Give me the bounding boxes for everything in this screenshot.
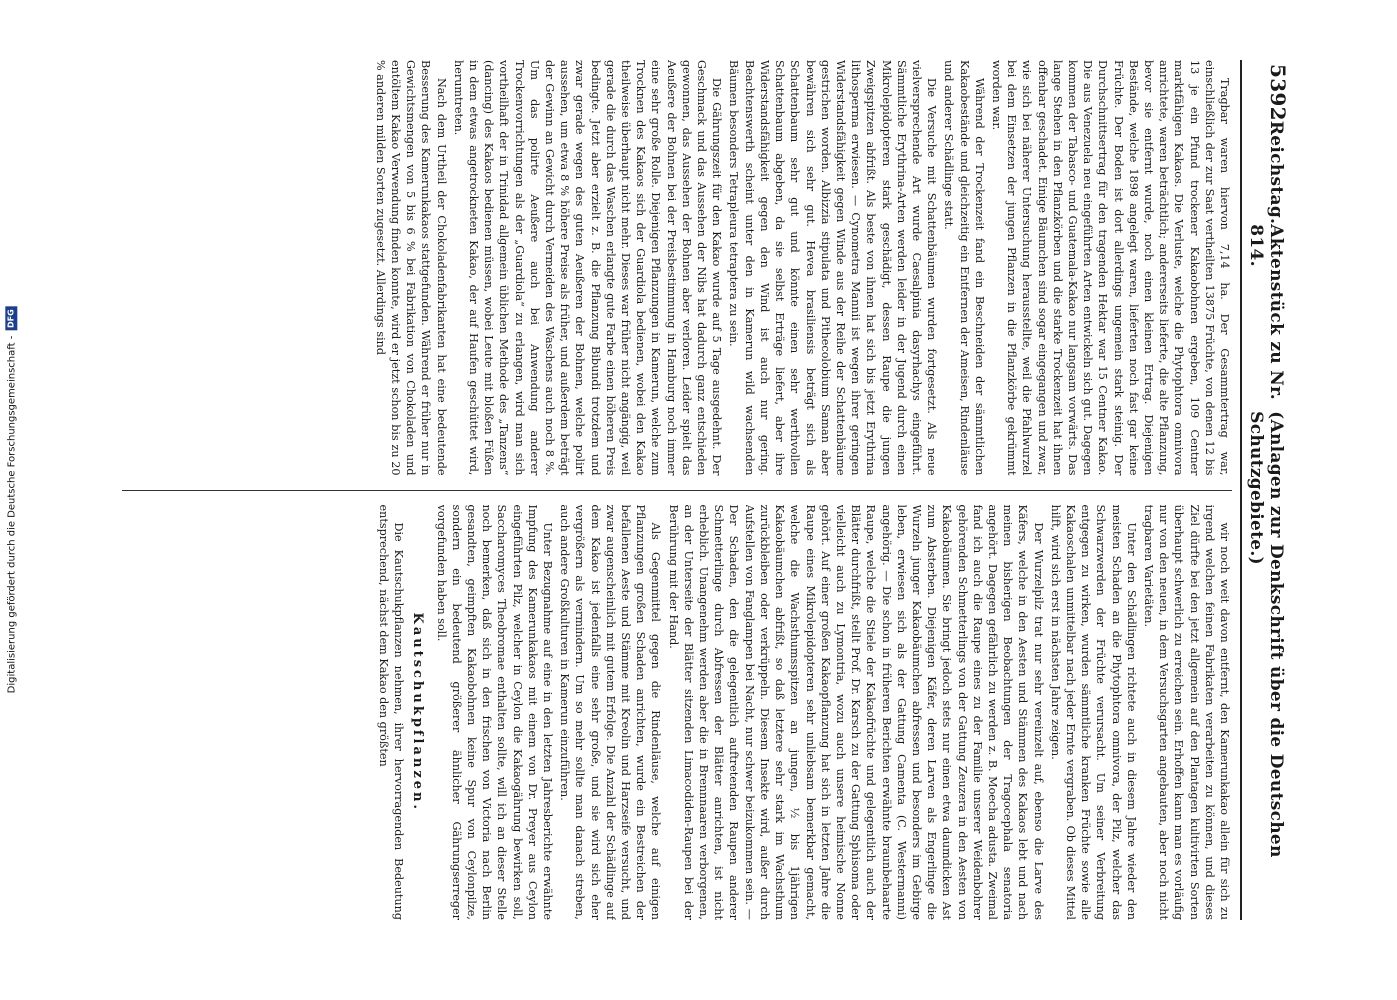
paragraph: Die Versuche mit Schattenbäumen wurden fortgesetzt. Als neue vielversprechende Art wurde Caesalpinia dasyrhachys eingeführt. Sämmtliche Erythrina-Arten werden leider in der Jugend durch einen Mikrolepidopteren stark geschädigt, dessen Raupe die jungen Zweigspitzen abfrißt. Als beste von ihnen hat sich bis jetzt Erythrina lithosperma erwiesen. — Cynometra Mannii ist wegen ihrer geringen Widerstandsfähigkeit gegen Winde aus der Reihe der Schattenbäume gestrichen worden. Albizzia stipulata und Pithecolobium Saman aber bewähren sich sehr gut. Hevea brasiliensis beträgt sich als Schattenbaum sehr gut und könnte einen sehr werthvollen Schattenbaum abgeben, da sie selbst Erträge liefert, aber ihre Widerstandsfähigkeit gegen den Wind ist auch nur gering. Beachtenswerth scheint unter den in Kamerun wild wachsenden Bäumen besonders Tetrapleura tetraptera zu sein. [727, 60, 939, 476]
paragraph: wir noch weit davon entfernt, den Kamerunkakao allein für sich zu irgend welchen feinen Fabrikaten verarbeiten zu können, und dieses Ziel dürfte bei den jetzt allgemein auf den Plantagen kultivirten Sorten überhaupt schwerlich zu erreichen sein. Erhoffen kann man es vorläufig nur von den neuen, in dem Versuchsgarten angebauten, aber noch nicht tragbaren Varietäten. [1141, 504, 1231, 920]
paragraph: Unter Bezugnahme auf eine in den letzten Jahresberichte erwähnte Impfung des Kamerunkakaos mit einem von Dr. Preyer aus Ceylon eingeführten Pilz, welcher in Ceylon die Kakaogährung bewirken soll, Saccharomyces Theobromae enthalten sollte, will ich an dieser Stelle noch bemerken, daß sich in den frischen von Victoria nach Berlin gesandten, geimpften Kakaobohnen keine Spur von Ceylonpilze, sondern ein bedeutend größerer ähnlicher Gährungserreger vorgefunden haben soll. [434, 504, 555, 920]
paragraph: Als Gegenmittel gegen die Rindenläuse, welche auf einigen Pflanzungen großen Schaden anrichten, wurde ein Bestreichen der befallenen Aeste und Stämme mit Kreolin und Harzseife versucht, und zwar augenscheinlich mit gutem Erfolge. Die Anzahl der Schädlinge auf dem Kakao ist jedenfalls eine sehr große, und sie wird sich eher vergrößern als vermindern. Um so mehr sollte man danach streben, auch andere Großkulturen in Kamerun einzuführen. [558, 504, 663, 920]
running-header [1240, 60, 1290, 920]
digitization-credit [0, 0, 22, 1000]
credit-text: Digitalisierung gefördert durch die Deutsche Forschungsgemeinschaft - [5, 335, 17, 694]
header-left: Reichstag. [1266, 120, 1286, 225]
paragraph: Der Wurzelpilz trat nur sehr vereinzelt auf, ebenso die Larve des Käfers, welche in den Aesten und Stämmen des Kakaos lebt und nach meinen bisherigen Beobachtungen der Tragocephala senatoria angehört. Dagegen gefährlich zu werden z. B. Moecha adusta. Zweimal fand ich auch die Raupe eines zu der Familie unserer Weidenbohrer gehörenden Schmetterlings von der Gattung Zeuzera in den Aesten von Kakaobäumen. Sie bringt jedoch stets nur einen etwa daumdicken Ast zum Absterben. Diejenigen Käfer, deren Larven als Engerlinge die Wurzeln junger Kakaobäumchen abfressen und besonders im Gebirge leben, erwiesen sich als der Gattung Camenta (C. Westermanni) angehörig. — Die schon in früheren Berichten erwähnte braunbehaarte Raupe, welche die Stiele der Kakaofrüchte und gelegentlich auch der Blätter durchfrißt, stellt Prof. Dr. Karsch zu der Gattung Sphisoma oder vielleicht auch zu Lymontria, wozu auch unsere heimische Nonne gehört. Auf einer großen Kakaopflanzung hat sich in letzten Jahre die Raupe eines Mikrolepidopteren sehr unliebsam bemerkbar gemacht, welche die Wachsthumsspitzen an jungen, ½ bis 1jährigen Kakaobäumchen abfrißt, so daß letztere sehr stark im Wachsthum zurückbleiben oder verkrüppeln. Diesem Insekte wird, außer durch Aufstellen von Fanglampen bei Nacht, nur schwer beizukommen sein. — Der Schaden, den die gelegentlich auftretenden Raupen anderer Schmetterlinge durch Abfressen der Blätter anrichten, ist nicht erheblich. Unangenehm werden aber die in Brennnaaren verborgenen, an der Unterseite der Blätter sitzenden Limacodiden-Raupen bei der Berührung mit der Hand. [666, 504, 1045, 920]
header-right: (Anlagen zur Denkschrift über die Deutschen Schutzgebiete.) [1246, 411, 1286, 858]
header-center: Aktenstück zu Nr. 814. [1246, 224, 1286, 400]
paragraph: Unter den Schädlingen richtete auch in diesem Jahre wieder den meisten Schaden an die Phytophtora omnivora, der Pilz, welcher das Schwarzwerden der Früchte verursacht. Um seiner Verbreitung entgegen zu wirken, wurden sämmtliche kranken Früchte sowie alle Kakaoschalen unmittelbar nach jeder Ernte vergraben. Ob dieses Mittel hilft, wird sich erst in nächsten Jahre zeigen. [1048, 504, 1138, 920]
paragraph: Nach dem Urtheil der Chokoladenfabrikanten hat eine bedeutende Besserung des Kamerunkakaos stattgefunden. Während er früher nur in Gewichtsmengen von 5 bis 6 % bei Fabrikation von Chokoladen und entöltem Kakao Verwendung finden konnte, wird er jetzt schon bis zu 20 % anderen milden Sorten zugesetzt. Allerdings sind [373, 60, 448, 476]
paragraph: Die Kautschukpflanzen nehmen, ihrer hervorragenden Bedeutung entsprechend, nächst dem Kakao den größten [377, 504, 406, 920]
column-left [122, 60, 1232, 476]
page-number: 5392 [1266, 64, 1290, 121]
paragraph: Die Gährungszeit für den Kakao wurde auf 5 Tage ausgedehnt. Der Geschmack und das Aussehen der Nibs hat dadurch ganz entschieden gewonnen, das Aussehen der Bohnen aber verloren. Leider spielt das Aeußere der Bohnen bei der Preisbestimmung in Hamburg noch immer eine sehr große Rolle. Diejenigen Pflanzungen in Kamerun, welche zum Trocknen des Kakaos sich der Guardiola bedienen, wobei den Kakao theilweise überhaupt nicht mehr. Dieses war früher nicht angängig, weil gerade die durch das Waschen erlangte gute Farbe einen höheren Preis bedingte. Jetzt aber erzielt z. B. die Pflanzung Bibundi trotzdem und zwar gerade wegen des guten Aeußeren der Bohnen, welche polirt aussehen, um etwa 8 % höhere Preise als früher, und außerdem beträgt der Gewinn an Gewicht durch Vermeiden des Waschens auch noch 8 %. Um das polirte Aeußere auch bei Anwendung anderer Trockenvorrichtungen als der „Guardiola“ zu erlangen, wird man sich vortheilhaft der in Trinidad allgemein üblichen Methode des „Tanzens“ (dancing) des Kakaos bedienen müssen, wobei Leute mit bloßen Füßen in dem etwas angetrockneten Kakao, der auf Haufen geschüttet wird, herumtreten. [451, 60, 724, 476]
column-right [122, 505, 1232, 921]
text-columns [122, 60, 1232, 920]
paragraph: Tragbar waren hiervon 7,14 ha. Der Gesammtertrag war, einschließlich der zur Saat vertheilten 13875 Früchte, von denen 12 bis 13 je ein Pfund trockener Kakaobohnen ergeben, 109 Centner marktfähigen Kakaos. Die Verluste, welche die Phytophtora omnivora anrichtete, waren beträchtlich; andererseits lieferte, die alte Pflanzung, bevor sie entfernt wurde, noch einen kleinen Ertrag. Diejenigen Bestände, welche 1898 angelegt waren, lieferten noch fast gar keine Früchte. Der Boden ist dort allerdings ungemein stark steinig. Der Durchschnittsertrag für den tragenden Hektar war 15 Centner Kakao. Die aus Venezuela neu eingeführten Arten entwickeln sich gut. Dagegen kommen der Tabasco- und Guatemala-Kakao nur langsam vorwärts. Das lange Stehen in den Pflanzkörben und die starke Trockenzeit hat ihnen offenbar geschadet. Einige Bäumchen sind sogar eingegangen und zwar, wie sich bei näherer Untersuchung herausstellte, weil die Pfahlwurzel bei dem Einsetzen der jungen Pflanzen in die Pflanzkörbe gekrümmt worden war. [989, 60, 1231, 476]
document-page [110, 60, 1290, 920]
section-title: Kautschukpflanzen. [410, 612, 426, 812]
paragraph: Während der Trockenzeit fand ein Beschneiden der sämmtlichen Kakaobestände und gleichzeitig ein Entfernen der Ameisen, Rindenläuse und anderer Schädlinge statt. [942, 60, 986, 476]
column-divider [122, 490, 1232, 491]
dfg-logo-icon: DFG [5, 307, 17, 331]
